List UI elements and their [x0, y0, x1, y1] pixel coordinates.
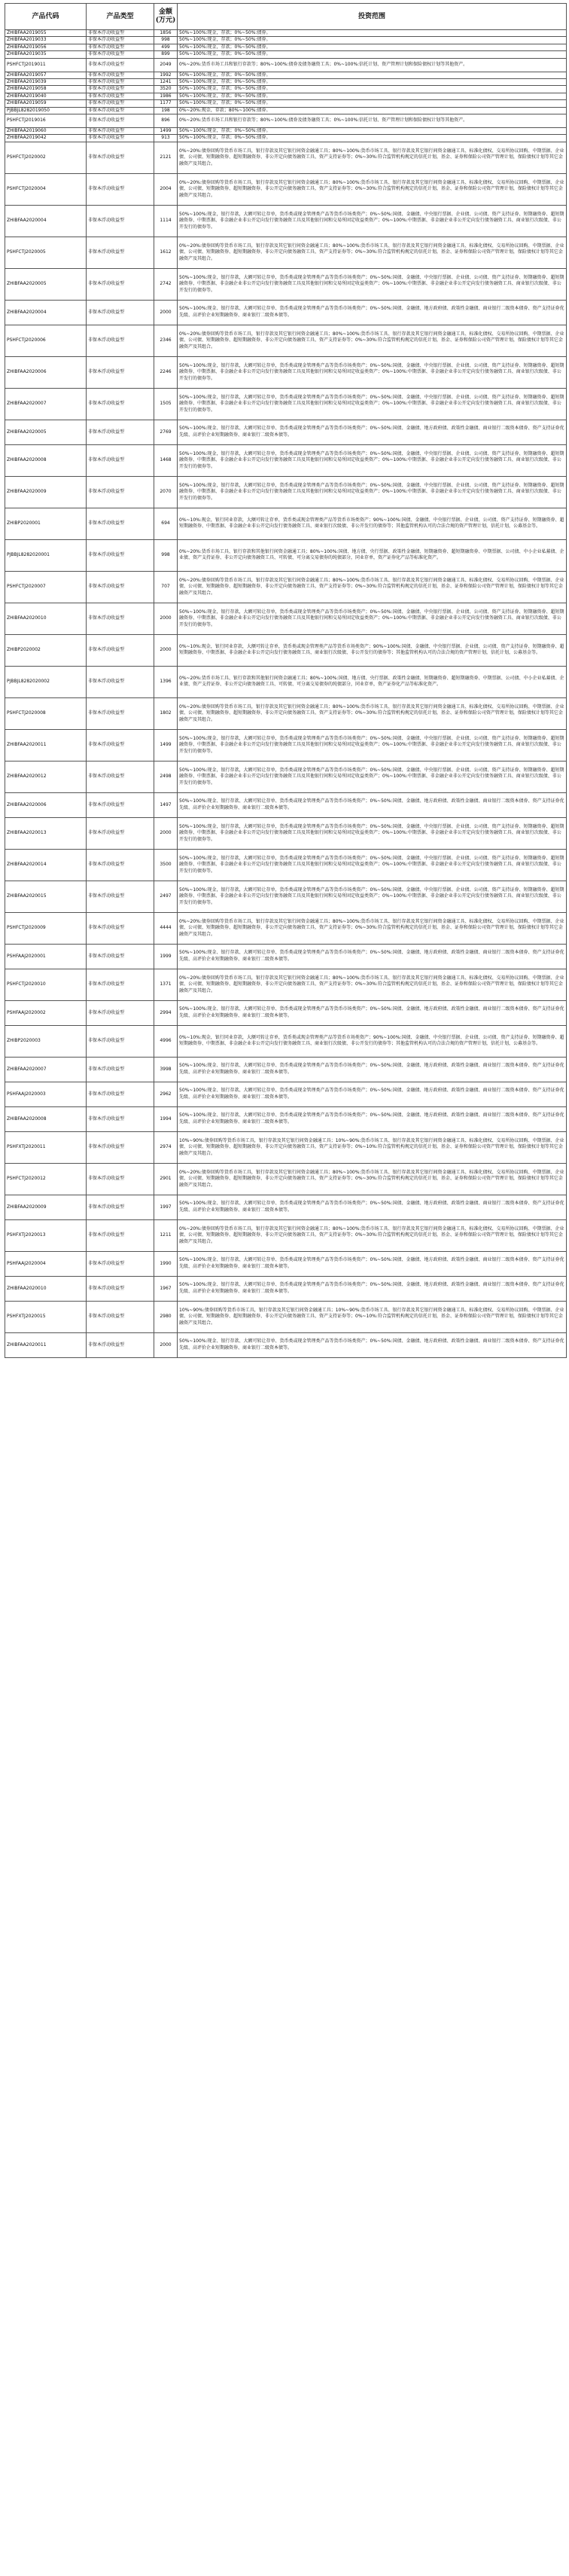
- amount-cell: 1967: [154, 1276, 178, 1301]
- amount-cell: 2000: [154, 634, 178, 666]
- table-row: [5, 912, 567, 944]
- amount-cell: 2901: [154, 1163, 178, 1195]
- investment-scope-cell: 0%~20%:债券回购等货币市场工具，银行存款及其它银行间资金融通工具；80%~100%:货币市场工具、银行存款及其它银行间资金融通工具、标准化债权、交易所协议回购、中期票据、企业债、公司债、短期融资券、超短期融资券、非公开定向债务融资工具、资产支持证券等；0%~30%:符合监管机构规定的信托计划，基金、证券和保险公司资产管理计划，保险债权计划等其它金融资产及其组合。: [178, 173, 567, 205]
- product-code-cell: ZHIBFAA2020010: [5, 1276, 87, 1301]
- investment-scope-cell: 50%~100%:现金，银行存款，大额可转让存单，货币类或现金管理类产品等货币市场类资产；0%~50%:国债、金融债、中央银行票据、企业债、公司债、资产支持证券、短期融资券、超短期融资券、中期票据、非金融企业非公开定向发行债务融资工具及其他银行间和交易所固定收益类资产；0%~100%:中期票据、非金融企业非公开定向发行债务融资工具、商业银行次级债、非公开发行的债券等。: [178, 356, 567, 388]
- product-type-cell: 非保本浮动收益型: [87, 729, 154, 761]
- amount-cell: 2769: [154, 420, 178, 444]
- table-row: [5, 508, 567, 539]
- product-code-cell: ZHIBFAA2020008: [5, 1106, 87, 1131]
- table-row: [5, 817, 567, 849]
- amount-cell: 2000: [154, 1332, 178, 1357]
- product-type-cell: 非保本浮动收益型: [87, 86, 154, 93]
- product-type-cell: 非保本浮动收益型: [87, 237, 154, 268]
- product-code-cell: ZHIBFAA2020011: [5, 729, 87, 761]
- amount-cell: 1241: [154, 79, 178, 86]
- amount-cell: 2049: [154, 58, 178, 72]
- table-row: [5, 1131, 567, 1163]
- investment-scope-cell: 50%~100%:现金，存款；0%~50%:债券。: [178, 128, 567, 135]
- amount-cell: 1499: [154, 729, 178, 761]
- product-type-cell: 非保本浮动收益型: [87, 666, 154, 697]
- table-row: [5, 539, 567, 571]
- amount-cell: 1497: [154, 792, 178, 817]
- product-type-cell: 非保本浮动收益型: [87, 603, 154, 634]
- amount-cell: 3520: [154, 86, 178, 93]
- table-row: [5, 100, 567, 107]
- product-code-cell: PSHFCTJ2019016: [5, 114, 87, 128]
- amount-cell: 2000: [154, 603, 178, 634]
- investment-scope-cell: 50%~100%:现金、银行存款、大额可转让存单、货币类或现金管理类产品等货币市场类资产；0%~50%:国债、金融债、地方政府债、政策性金融债、商业银行二级资本债券、资产支持证券优先级、高评价企业短期融资券、商业银行二级资本债等。: [178, 1106, 567, 1131]
- amount-cell: 198: [154, 107, 178, 114]
- table-row: [5, 44, 567, 50]
- product-code-cell: ZHIBFAA2019035: [5, 51, 87, 58]
- table-row: [5, 1276, 567, 1301]
- product-type-cell: 非保本浮动收益型: [87, 388, 154, 420]
- amount-cell: 1999: [154, 944, 178, 969]
- amount-cell: 4996: [154, 1025, 178, 1057]
- product-code-cell: ZHIBFAA2020008: [5, 444, 87, 476]
- product-code-cell: PSHFCTJ2020002: [5, 142, 87, 173]
- product-type-cell: 非保本浮动收益型: [87, 205, 154, 237]
- investment-scope-cell: 50%~100%:现金，存款；0%~50%:债券。: [178, 93, 567, 99]
- amount-cell: 2070: [154, 476, 178, 508]
- amount-cell: 1856: [154, 30, 178, 37]
- investment-scope-cell: 50%~100%:现金、银行存款、大额可转让存单、货币类或现金管理类产品等货币市场类资产；0%~50%:国债、金融债、地方政府债、政策性金融债、商业银行二级资本债券、资产支持证券优先级、高评价企业短期融资券、商业银行二级资本债等。: [178, 420, 567, 444]
- table-row: [5, 1082, 567, 1106]
- investment-scope-cell: 0%~10%:现金，银行同业存款，大额可转让存单，货币类或现金管理类产品等货币市场类资产；90%~100%:国债、金融债、中央银行票据、企业债、公司债、资产支持证券、短期融资券、超短期融资券、中期票据、非金融企业非公开定向发行债务融资工具、商业银行次级债、非公开发行的债券等；其他监管机构认可的合法合规的资产管理计划，信托计划，公募基金等。: [178, 508, 567, 539]
- product-code-cell: ZHIBFAA2020004: [5, 205, 87, 237]
- investment-scope-cell: 50%~100%:现金、银行存款、大额可转让存单、货币类或现金管理类产品等货币市场类资产；0%~50%:国债、金融债、地方政府债、政策性金融债、商业银行二级资本债券、资产支持证券优先级、高评价企业短期融资券、商业银行二级资本债等。: [178, 1332, 567, 1357]
- table-row: [5, 72, 567, 78]
- table-row: [5, 420, 567, 444]
- table-row: [5, 58, 567, 72]
- product-code-cell: ZHIBFAA2019058: [5, 86, 87, 93]
- investment-scope-cell: 10%~90%:债券回购等货币市场工具，银行存款及其它银行间资金融通工具；10%~90%:货币市场工具、银行存款及其它银行间资金融通工具、标准化债权、交易所协议回购、中期票据、企业债、公司债、短期融资券、超短期融资券、非公开定向债务融资工具、资产支持证券等；0%~10%:符合监管机构规定的信托计划，基金、证券和保险公司资产管理计划，保险债权计划等其它金融资产及其组合。: [178, 1301, 567, 1332]
- product-type-cell: 非保本浮动收益型: [87, 173, 154, 205]
- amount-cell: 2004: [154, 173, 178, 205]
- investment-scope-cell: 50%~100%:现金、银行存款、大额可转让存单、货币类或现金管理类产品等货币市场类资产；0%~50%:国债、金融债、地方政府债、政策性金融债、商业银行二级资本债券、资产支持证券优先级、高评价企业短期融资券、商业银行二级资本债等。: [178, 1000, 567, 1025]
- table-row: [5, 1025, 567, 1057]
- investment-scope-cell: 50%~100%:现金，银行存款，大额可转让存单，货币类或现金管理类产品等货币市场类资产；0%~50%:国债、金融债、中央银行票据、企业债、公司债、资产支持证券、短期融资券、超短期融资券、中期票据、非金融企业非公开定向发行债务融资工具及其他银行间和交易所固定收益类资产；0%~100%:中期票据、非金融企业非公开定向发行债务融资工具、商业银行次级债、非公开发行的债券等。: [178, 761, 567, 792]
- product-code-cell: ZHIBFAA2019057: [5, 72, 87, 78]
- amount-cell: 707: [154, 571, 178, 603]
- product-code-cell: ZHIBFAA2020014: [5, 849, 87, 881]
- product-type-cell: 非保本浮动收益型: [87, 135, 154, 142]
- table-row: [5, 237, 567, 268]
- product-code-cell: ZHIBFAA2020004: [5, 300, 87, 325]
- table-body: [5, 30, 567, 1358]
- product-code-cell: ZHIBFAA2019060: [5, 128, 87, 135]
- investment-scope-cell: 0%~20%:货币市场工具和银行存款等；80%~100%:债券及债务融资工具；0%~100%:信托计划、资产管理计划和保险债权计划等其他资产。: [178, 58, 567, 72]
- investment-scope-cell: 0%~20%:现金，存款；80%~100%:债券。: [178, 107, 567, 114]
- product-table: [5, 3, 567, 1358]
- investment-scope-cell: 0%~20%:债券回购等货币市场工具，银行存款及其它银行间资金融通工具；80%~100%:货币市场工具、银行存款及其它银行间资金融通工具、标准化债权、交易所协议回购、中期票据、企业债、公司债、短期融资券、超短期融资券、非公开定向债务融资工具、资产支持证券等；0%~30%:符合监管机构规定的信托计划，基金、证券和保险公司资产管理计划，保险债权计划等其它金融资产及其组合。: [178, 912, 567, 944]
- header-product-type: 产品类型: [87, 4, 154, 30]
- amount-cell: 2346: [154, 325, 178, 356]
- product-type-cell: 非保本浮动收益型: [87, 100, 154, 107]
- product-table-container: [5, 3, 566, 1358]
- product-code-cell: PSHFCTJ2020010: [5, 969, 87, 1000]
- product-type-cell: 非保本浮动收益型: [87, 325, 154, 356]
- table-row: [5, 325, 567, 356]
- investment-scope-cell: 50%~100%:现金、银行存款、大额可转让存单、货币类或现金管理类产品等货币市场类资产；0%~50%:国债、金融债、地方政府债、政策性金融债、商业银行二级资本债券、资产支持证券优先级、高评价企业短期融资券、商业银行二级资本债等。: [178, 944, 567, 969]
- investment-scope-cell: 50%~100%:现金、银行存款、大额可转让存单、货币类或现金管理类产品等货币市场类资产；0%~50%:国债、金融债、地方政府债、政策性金融债、商业银行二级资本债券、资产支持证券优先级、高评价企业短期融资券、商业银行二级资本债等。: [178, 1082, 567, 1106]
- product-type-cell: 非保本浮动收益型: [87, 72, 154, 78]
- product-code-cell: ZHIBFAA2020013: [5, 817, 87, 849]
- table-row: [5, 849, 567, 881]
- product-type-cell: 非保本浮动收益型: [87, 1301, 154, 1332]
- product-type-cell: 非保本浮动收益型: [87, 58, 154, 72]
- product-code-cell: ZHIBFAA2020010: [5, 603, 87, 634]
- investment-scope-cell: 0%~10%:现金，银行同业存款，大额可转让存单，货币类或现金管理类产品等货币市场类资产；90%~100%:国债、金融债、中央银行票据、企业债、公司债、资产支持证券、短期融资券、超短期融资券、中期票据、非金融企业非公开定向发行债务融资工具、商业银行次级债、非公开发行的债券等；其他监管机构认可的合法合规的资产管理计划，信托计划，公募基金等。: [178, 1025, 567, 1057]
- product-code-cell: ZHIBFAA2019040: [5, 93, 87, 99]
- investment-scope-cell: 50%~100%:现金、银行存款、大额可转让存单、货币类或现金管理类产品等货币市场类资产；0%~50%:国债、金融债、地方政府债、政策性金融债、商业银行二级资本债券、资产支持证券优先级、高评价企业短期融资券、商业银行二级资本债等。: [178, 1251, 567, 1276]
- product-type-cell: 非保本浮动收益型: [87, 476, 154, 508]
- table-row: [5, 729, 567, 761]
- investment-scope-cell: 0%~20%:货币市场工具、银行存款和其他银行间资金融通工具；80%~100%:国债、地方债、央行票据、政策性金融债、短期融资券、超短期融资券、中期票据、公司债、中小企业私募债、企业债、资产支持证券、非公开定向债务融资工具、可转债、可分离交易债券的纯债部分，同业存单，资产证券化产品等标准化资产。: [178, 666, 567, 697]
- table-row: [5, 666, 567, 697]
- product-code-cell: PSHFAAJ2020003: [5, 1082, 87, 1106]
- amount-cell: 2000: [154, 817, 178, 849]
- table-row: [5, 1106, 567, 1131]
- investment-scope-cell: 50%~100%:现金，银行存款，大额可转让存单，货币类或现金管理类产品等货币市场类资产；0%~50%:国债、金融债、中央银行票据、企业债、公司债、资产支持证券、短期融资券、超短期融资券、中期票据、非金融企业非公开定向发行债务融资工具及其他银行间和交易所固定收益类资产；0%~100%:中期票据、非金融企业非公开定向发行债务融资工具、商业银行次级债、非公开发行的债券等。: [178, 817, 567, 849]
- amount-cell: 2121: [154, 142, 178, 173]
- table-row: [5, 93, 567, 99]
- investment-scope-cell: 0%~20%:货币市场工具和银行存款等；80%~100%:债券及债务融资工具；0%~100%:信托计划、资产管理计划和保险债权计划等其他资产。: [178, 114, 567, 128]
- product-type-cell: 非保本浮动收益型: [87, 634, 154, 666]
- amount-cell: 2000: [154, 300, 178, 325]
- table-row: [5, 792, 567, 817]
- investment-scope-cell: 50%~100%:现金，银行存款，大额可转让存单，货币类或现金管理类产品等货币市场类资产；0%~50%:国债、金融债、中央银行票据、企业债、公司债、资产支持证券、短期融资券、超短期融资券、中期票据、非金融企业非公开定向发行债务融资工具及其他银行间和交易所固定收益类资产；0%~100%:中期票据、非金融企业非公开定向发行债务融资工具、商业银行次级债、非公开发行的债券等。: [178, 849, 567, 881]
- investment-scope-cell: 50%~100%:现金，存款；0%~50%:债券。: [178, 86, 567, 93]
- product-type-cell: 非保本浮动收益型: [87, 1025, 154, 1057]
- product-type-cell: 非保本浮动收益型: [87, 356, 154, 388]
- product-code-cell: ZHIBFAA2020005: [5, 420, 87, 444]
- investment-scope-cell: 50%~100%:现金，银行存款，大额可转让存单，货币类或现金管理类产品等货币市场类资产；0%~50%:国债、金融债、中央银行票据、企业债、公司债、资产支持证券、短期融资券、超短期融资券、中期票据、非金融企业非公开定向发行债务融资工具及其他银行间和交易所固定收益类资产；0%~100%:中期票据、非金融企业非公开定向发行债务融资工具、商业银行次级债、非公开发行的债券等。: [178, 205, 567, 237]
- amount-cell: 1211: [154, 1219, 178, 1251]
- header-amount: 金额 (万元): [154, 4, 178, 30]
- investment-scope-cell: 50%~100%:现金、银行存款、大额可转让存单、货币类或现金管理类产品等货币市场类资产；0%~50%:国债、金融债、地方政府债、政策性金融债、商业银行二级资本债券、资产支持证券优先级、高评价企业短期融资券、商业银行二级资本债等。: [178, 1276, 567, 1301]
- amount-cell: 1177: [154, 100, 178, 107]
- product-code-cell: PSHFAAJ2020001: [5, 944, 87, 969]
- amount-cell: 1986: [154, 93, 178, 99]
- table-row: [5, 300, 567, 325]
- table-row: [5, 356, 567, 388]
- product-code-cell: ZHIBFAA2019042: [5, 135, 87, 142]
- table-row: [5, 86, 567, 93]
- product-type-cell: 非保本浮动收益型: [87, 1332, 154, 1357]
- amount-cell: 1371: [154, 969, 178, 1000]
- product-code-cell: ZHIBFAA2020011: [5, 1332, 87, 1357]
- product-code-cell: PSHFCTJ2020009: [5, 912, 87, 944]
- investment-scope-cell: 50%~100%:现金，存款；0%~50%:债券。: [178, 72, 567, 78]
- table-row: [5, 128, 567, 135]
- product-code-cell: PJBBJL8282019050: [5, 107, 87, 114]
- product-type-cell: 非保本浮动收益型: [87, 944, 154, 969]
- product-type-cell: 非保本浮动收益型: [87, 93, 154, 99]
- table-row: [5, 114, 567, 128]
- product-code-cell: ZHIBP2020001: [5, 508, 87, 539]
- table-row: [5, 444, 567, 476]
- investment-scope-cell: 50%~100%:现金，银行存款，大额可转让存单，货币类或现金管理类产品等货币市场类资产；0%~50%:国债、金融债、中央银行票据、企业债、公司债、资产支持证券、短期融资券、超短期融资券、中期票据、非金融企业非公开定向发行债务融资工具及其他银行间和交易所固定收益类资产；0%~100%:中期票据、非金融企业非公开定向发行债务融资工具、商业银行次级债、非公开发行的债券等。: [178, 444, 567, 476]
- product-code-cell: PSHFXTJ2020011: [5, 1131, 87, 1163]
- header-investment-scope: 投资范围: [178, 4, 567, 30]
- product-code-cell: ZHIBFAA2020006: [5, 792, 87, 817]
- table-row: [5, 969, 567, 1000]
- product-type-cell: 非保本浮动收益型: [87, 37, 154, 44]
- product-code-cell: PSHFCTJ2020007: [5, 571, 87, 603]
- table-row: [5, 944, 567, 969]
- product-code-cell: ZHIBFAA2020007: [5, 1057, 87, 1082]
- product-code-cell: PJBBJL8282020002: [5, 666, 87, 697]
- product-code-cell: ZHIBFAA2020009: [5, 1195, 87, 1219]
- investment-scope-cell: 0%~20%:债券回购等货币市场工具，银行存款及其它银行间资金融通工具；80%~100%:货币市场工具、银行存款及其它银行间资金融通工具、标准化债权、交易所协议回购、中期票据、企业债、公司债、短期融资券、超短期融资券、非公开定向债务融资工具、资产支持证券等；0%~30%:符合监管机构规定的信托计划，基金、证券和保险公司资产管理计划，保险债权计划等其它金融资产及其组合。: [178, 325, 567, 356]
- investment-scope-cell: 0%~20%:债券回购等货币市场工具，银行存款及其它银行间资金融通工具；80%~100%:货币市场工具、银行存款及其它银行间资金融通工具、标准化债权、交易所协议回购、中期票据、企业债、公司债、短期融资券、超短期融资券、非公开定向债务融资工具、资产支持证券等；0%~30%:符合监管机构规定的信托计划，基金、证券和保险公司资产管理计划，保险债权计划等其它金融资产及其组合。: [178, 969, 567, 1000]
- product-type-cell: 非保本浮动收益型: [87, 539, 154, 571]
- product-type-cell: 非保本浮动收益型: [87, 300, 154, 325]
- investment-scope-cell: 50%~100%:现金，银行存款，大额可转让存单，货币类或现金管理类产品等货币市场类资产；0%~50%:国债、金融债、中央银行票据、企业债、公司债、资产支持证券、短期融资券、超短期融资券、中期票据、非金融企业非公开定向发行债务融资工具及其他银行间和交易所固定收益类资产；0%~100%:中期票据、非金融企业非公开定向发行债务融资工具、商业银行次级债、非公开发行的债券等。: [178, 729, 567, 761]
- table-row: [5, 79, 567, 86]
- product-type-cell: 非保本浮动收益型: [87, 1131, 154, 1163]
- product-type-cell: 非保本浮动收益型: [87, 697, 154, 729]
- amount-cell: 1992: [154, 72, 178, 78]
- product-code-cell: PSHFCTJ2019011: [5, 58, 87, 72]
- investment-scope-cell: 50%~100%:现金、银行存款、大额可转让存单、货币类或现金管理类产品等货币市场类资产；0%~50%:国债、金融债、地方政府债、政策性金融债、商业银行二级资本债券、资产支持证券优先级、高评价企业短期融资券、商业银行二级资本债等。: [178, 792, 567, 817]
- amount-cell: 913: [154, 135, 178, 142]
- amount-cell: 1468: [154, 444, 178, 476]
- amount-cell: 3998: [154, 1057, 178, 1082]
- table-row: [5, 388, 567, 420]
- investment-scope-cell: 50%~100%:现金，存款；0%~50%:债券。: [178, 37, 567, 44]
- amount-cell: 2742: [154, 268, 178, 300]
- table-row: [5, 173, 567, 205]
- product-code-cell: ZHIBP2020003: [5, 1025, 87, 1057]
- investment-scope-cell: 50%~100%:现金、银行存款、大额可转让存单、货币类或现金管理类产品等货币市场类资产；0%~50%:国债、金融债、地方政府债、政策性金融债、商业银行二级资本债券、资产支持证券优先级、高评价企业短期融资券、商业银行二级资本债等。: [178, 1195, 567, 1219]
- investment-scope-cell: 0%~20%:债券回购等货币市场工具，银行存款及其它银行间资金融通工具；80%~100%:货币市场工具、银行存款及其它银行间资金融通工具、标准化债权、交易所协议回购、中期票据、企业债、公司债、短期融资券、超短期融资券、非公开定向债务融资工具、资产支持证券等；0%~30%:符合监管机构规定的信托计划，基金、证券和保险公司资产管理计划，保险债权计划等其它金融资产及其组合。: [178, 1163, 567, 1195]
- product-type-cell: 非保本浮动收益型: [87, 912, 154, 944]
- amount-cell: 2962: [154, 1082, 178, 1106]
- product-type-cell: 非保本浮动收益型: [87, 1082, 154, 1106]
- table-row: [5, 37, 567, 44]
- product-type-cell: 非保本浮动收益型: [87, 1219, 154, 1251]
- product-code-cell: ZHIBFAA2020006: [5, 356, 87, 388]
- amount-cell: 1505: [154, 388, 178, 420]
- investment-scope-cell: 50%~100%:现金，存款；0%~50%:债券。: [178, 100, 567, 107]
- product-code-cell: PSHFAAJ2020002: [5, 1000, 87, 1025]
- investment-scope-cell: 0%~20%:债券回购等货币市场工具，银行存款及其它银行间资金融通工具；80%~100%:货币市场工具、银行存款及其它银行间资金融通工具、标准化债权、交易所协议回购、中期票据、企业债、公司债、短期融资券、超短期融资券、非公开定向债务融资工具、资产支持证券等；0%~30%:符合监管机构规定的信托计划，基金、证券和保险公司资产管理计划，保险债权计划等其它金融资产及其组合。: [178, 571, 567, 603]
- product-code-cell: PSHFXTJ2020013: [5, 1219, 87, 1251]
- amount-cell: 2980: [154, 1301, 178, 1332]
- amount-cell: 3500: [154, 849, 178, 881]
- product-code-cell: ZHIBFAA2019059: [5, 100, 87, 107]
- product-type-cell: 非保本浮动收益型: [87, 107, 154, 114]
- investment-scope-cell: 50%~100%:现金，银行存款，大额可转让存单，货币类或现金管理类产品等货币市场类资产；0%~50%:国债、金融债、中央银行票据、企业债、公司债、资产支持证券、短期融资券、超短期融资券、中期票据、非金融企业非公开定向发行债务融资工具及其他银行间和交易所固定收益类资产；0%~100%:中期票据、非金融企业非公开定向发行债务融资工具、商业银行次级债、非公开发行的债券等。: [178, 603, 567, 634]
- table-row: [5, 881, 567, 912]
- amount-cell: 2497: [154, 881, 178, 912]
- product-code-cell: PJBBJL8282020001: [5, 539, 87, 571]
- amount-cell: 896: [154, 114, 178, 128]
- amount-cell: 2246: [154, 356, 178, 388]
- product-code-cell: PSHFCTJ2020008: [5, 697, 87, 729]
- product-type-cell: 非保本浮动收益型: [87, 268, 154, 300]
- product-type-cell: 非保本浮动收益型: [87, 1251, 154, 1276]
- investment-scope-cell: 0%~20%:债券回购等货币市场工具，银行存款及其它银行间资金融通工具；80%~100%:货币市场工具、银行存款及其它银行间资金融通工具、标准化债权、交易所协议回购、中期票据、企业债、公司债、短期融资券、超短期融资券、非公开定向债务融资工具、资产支持证券等；0%~30%:符合监管机构规定的信托计划，基金、证券和保险公司资产管理计划，保险债权计划等其它金融资产及其组合。: [178, 1219, 567, 1251]
- product-type-cell: 非保本浮动收益型: [87, 128, 154, 135]
- investment-scope-cell: 50%~100%:现金，银行存款，大额可转让存单，货币类或现金管理类产品等货币市场类资产；0%~50%:国债、金融债、中央银行票据、企业债、公司债、资产支持证券、短期融资券、超短期融资券、中期票据、非金融企业非公开定向发行债务融资工具及其他银行间和交易所固定收益类资产；0%~100%:中期票据、非金融企业非公开定向发行债务融资工具、商业银行次级债、非公开发行的债券等。: [178, 388, 567, 420]
- product-code-cell: ZHIBFAA2019039: [5, 79, 87, 86]
- table-header-row: [5, 4, 567, 30]
- product-code-cell: ZHIBFAA2019056: [5, 44, 87, 50]
- investment-scope-cell: 50%~100%:现金，银行存款，大额可转让存单，货币类或现金管理类产品等货币市场类资产；0%~50%:国债、金融债、中央银行票据、企业债、公司债、资产支持证券、短期融资券、超短期融资券、中期票据、非金融企业非公开定向发行债务融资工具及其他银行间和交易所固定收益类资产；0%~100%:中期票据、非金融企业非公开定向发行债务融资工具、商业银行次级债、非公开发行的债券等。: [178, 476, 567, 508]
- table-row: [5, 51, 567, 58]
- amount-cell: 998: [154, 539, 178, 571]
- investment-scope-cell: 0%~20%:债券回购等货币市场工具，银行存款及其它银行间资金融通工具；80%~100%:货币市场工具、银行存款及其它银行间资金融通工具、标准化债权、交易所协议回购、中期票据、企业债、公司债、短期融资券、超短期融资券、非公开定向债务融资工具、资产支持证券等；0%~30%:符合监管机构规定的信托计划，基金、证券和保险公司资产管理计划，保险债权计划等其它金融资产及其组合。: [178, 237, 567, 268]
- investment-scope-cell: 0%~20%:债券回购等货币市场工具，银行存款及其它银行间资金融通工具；80%~100%:货币市场工具、银行存款及其它银行间资金融通工具、标准化债权、交易所协议回购、中期票据、企业债、公司债、短期融资券、超短期融资券、非公开定向债务融资工具、资产支持证券等；0%~30%:符合监管机构规定的信托计划，基金、证券和保险公司资产管理计划，保险债权计划等其它金融资产及其组合。: [178, 697, 567, 729]
- amount-cell: 1396: [154, 666, 178, 697]
- table-row: [5, 268, 567, 300]
- table-row: [5, 476, 567, 508]
- table-row: [5, 1219, 567, 1251]
- product-type-cell: 非保本浮动收益型: [87, 571, 154, 603]
- amount-cell: 2994: [154, 1000, 178, 1025]
- investment-scope-cell: 50%~100%:现金、银行存款、大额可转让存单、货币类或现金管理类产品等货币市场类资产；0%~50%:国债、金融债、地方政府债、政策性金融债、商业银行二级资本债券、资产支持证券优先级、高评价企业短期融资券、商业银行二级资本债等。: [178, 1057, 567, 1082]
- table-row: [5, 571, 567, 603]
- product-type-cell: 非保本浮动收益型: [87, 114, 154, 128]
- product-type-cell: 非保本浮动收益型: [87, 817, 154, 849]
- investment-scope-cell: 50%~100%:现金，存款；0%~50%:债券。: [178, 51, 567, 58]
- investment-scope-cell: 50%~100%:现金，存款；0%~50%:债券。: [178, 30, 567, 37]
- investment-scope-cell: 0%~20%:债券回购等货币市场工具，银行存款及其它银行间资金融通工具；80%~100%:货币市场工具、银行存款及其它银行间资金融通工具、标准化债权、交易所协议回购、中期票据、企业债、公司债、短期融资券、超短期融资券、非公开定向债务融资工具、资产支持证券等；0%~30%:符合监管机构规定的信托计划，基金、证券和保险公司资产管理计划，保险债权计划等其它金融资产及其组合。: [178, 142, 567, 173]
- product-type-cell: 非保本浮动收益型: [87, 30, 154, 37]
- product-type-cell: 非保本浮动收益型: [87, 420, 154, 444]
- amount-cell: 1802: [154, 697, 178, 729]
- product-code-cell: ZHIBFAA2019033: [5, 37, 87, 44]
- table-row: [5, 603, 567, 634]
- product-type-cell: 非保本浮动收益型: [87, 51, 154, 58]
- product-type-cell: 非保本浮动收益型: [87, 79, 154, 86]
- amount-cell: 694: [154, 508, 178, 539]
- table-row: [5, 1195, 567, 1219]
- amount-cell: 1990: [154, 1251, 178, 1276]
- table-row: [5, 1057, 567, 1082]
- product-type-cell: 非保本浮动收益型: [87, 1163, 154, 1195]
- product-code-cell: ZHIBFAA2020007: [5, 388, 87, 420]
- investment-scope-cell: 0%~20%:货币市场工具、银行存款和其他银行间资金融通工具；80%~100%:国债、地方债、央行票据、政策性金融债、短期融资券、超短期融资券、中期票据、公司债、中小企业私募债、企业债、资产支持证券、非公开定向债务融资工具、可转债、可分离交易债券的纯债部分，同业存单，资产证券化产品等标准化资产。: [178, 539, 567, 571]
- product-type-cell: 非保本浮动收益型: [87, 792, 154, 817]
- investment-scope-cell: 50%~100%:现金，存款；0%~50%:债券。: [178, 44, 567, 50]
- amount-cell: 998: [154, 37, 178, 44]
- table-row: [5, 1301, 567, 1332]
- investment-scope-cell: 50%~100%:现金，银行存款，大额可转让存单，货币类或现金管理类产品等货币市场类资产；0%~50%:国债、金融债、中央银行票据、企业债、公司债、资产支持证券、短期融资券、超短期融资券、中期票据、非金融企业非公开定向发行债务融资工具及其他银行间和交易所固定收益类资产；0%~100%:中期票据、非金融企业非公开定向发行债务融资工具、商业银行次级债、非公开发行的债券等。: [178, 881, 567, 912]
- product-type-cell: 非保本浮动收益型: [87, 508, 154, 539]
- investment-scope-cell: 10%~90%:债券回购等货币市场工具，银行存款及其它银行间资金融通工具；10%~90%:货币市场工具、银行存款及其它银行间资金融通工具、标准化债权、交易所协议回购、中期票据、企业债、公司债、短期融资券、超短期融资券、非公开定向债务融资工具、资产支持证券等；0%~10%:符合监管机构规定的信托计划，基金、证券和保险公司资产管理计划，保险债权计划等其它金融资产及其组合。: [178, 1131, 567, 1163]
- header-product-code: 产品代码: [5, 4, 87, 30]
- product-type-cell: 非保本浮动收益型: [87, 142, 154, 173]
- table-row: [5, 205, 567, 237]
- product-code-cell: ZHIBP2020002: [5, 634, 87, 666]
- investment-scope-cell: 50%~100%:现金、银行存款、大额可转让存单、货币类或现金管理类产品等货币市场类资产；0%~50%:国债、金融债、地方政府债、政策性金融债、商业银行二级资本债券、资产支持证券优先级、高评价企业短期融资券、商业银行二级资本债等。: [178, 300, 567, 325]
- product-type-cell: 非保本浮动收益型: [87, 1057, 154, 1082]
- amount-cell: 899: [154, 51, 178, 58]
- table-row: [5, 761, 567, 792]
- amount-cell: 1997: [154, 1195, 178, 1219]
- product-type-cell: 非保本浮动收益型: [87, 761, 154, 792]
- product-code-cell: ZHIBFAA2020009: [5, 476, 87, 508]
- table-row: [5, 1332, 567, 1357]
- table-row: [5, 107, 567, 114]
- table-row: [5, 634, 567, 666]
- table-row: [5, 30, 567, 37]
- product-type-cell: 非保本浮动收益型: [87, 444, 154, 476]
- investment-scope-cell: 0%~10%:现金，银行同业存款，大额可转让存单，货币类或现金管理类产品等货币市场类资产；90%~100%:国债、金融债、中央银行票据、企业债、公司债、资产支持证券、短期融资券、超短期融资券、中期票据、非金融企业非公开定向发行债务融资工具、商业银行次级债、非公开发行的债券等；其他监管机构认可的合法合规的资产管理计划，信托计划，公募基金等。: [178, 634, 567, 666]
- product-code-cell: ZHIBFAA2019055: [5, 30, 87, 37]
- product-type-cell: 非保本浮动收益型: [87, 881, 154, 912]
- amount-cell: 4444: [154, 912, 178, 944]
- product-type-cell: 非保本浮动收益型: [87, 849, 154, 881]
- product-code-cell: ZHIBFAA2020012: [5, 761, 87, 792]
- product-code-cell: ZHIBFAA2020015: [5, 881, 87, 912]
- investment-scope-cell: 50%~100%:现金，存款；0%~50%:债券。: [178, 79, 567, 86]
- investment-scope-cell: 50%~100%:现金，存款；0%~50%:债券。: [178, 135, 567, 142]
- amount-cell: 2974: [154, 1131, 178, 1163]
- amount-cell: 499: [154, 44, 178, 50]
- table-row: [5, 1251, 567, 1276]
- table-row: [5, 697, 567, 729]
- amount-cell: 1612: [154, 237, 178, 268]
- product-code-cell: PSHFCTJ2020012: [5, 1163, 87, 1195]
- product-code-cell: PSHFCTJ2020006: [5, 325, 87, 356]
- amount-cell: 2498: [154, 761, 178, 792]
- product-type-cell: 非保本浮动收益型: [87, 969, 154, 1000]
- product-code-cell: PSHFCTJ2020004: [5, 173, 87, 205]
- amount-cell: 1114: [154, 205, 178, 237]
- table-row: [5, 135, 567, 142]
- amount-cell: 1499: [154, 128, 178, 135]
- product-type-cell: 非保本浮动收益型: [87, 44, 154, 50]
- product-type-cell: 非保本浮动收益型: [87, 1195, 154, 1219]
- table-row: [5, 142, 567, 173]
- product-code-cell: PSHFAAJ2020004: [5, 1251, 87, 1276]
- amount-cell: 1994: [154, 1106, 178, 1131]
- product-code-cell: PSHFXTJ2020015: [5, 1301, 87, 1332]
- table-row: [5, 1000, 567, 1025]
- product-code-cell: PSHFCTJ2020005: [5, 237, 87, 268]
- product-type-cell: 非保本浮动收益型: [87, 1276, 154, 1301]
- product-type-cell: 非保本浮动收益型: [87, 1106, 154, 1131]
- table-row: [5, 1163, 567, 1195]
- investment-scope-cell: 50%~100%:现金，银行存款，大额可转让存单，货币类或现金管理类产品等货币市场类资产；0%~50%:国债、金融债、中央银行票据、企业债、公司债、资产支持证券、短期融资券、超短期融资券、中期票据、非金融企业非公开定向发行债务融资工具及其他银行间和交易所固定收益类资产；0%~100%:中期票据、非金融企业非公开定向发行债务融资工具、商业银行次级债、非公开发行的债券等。: [178, 268, 567, 300]
- product-type-cell: 非保本浮动收益型: [87, 1000, 154, 1025]
- product-code-cell: ZHIBFAA2020005: [5, 268, 87, 300]
